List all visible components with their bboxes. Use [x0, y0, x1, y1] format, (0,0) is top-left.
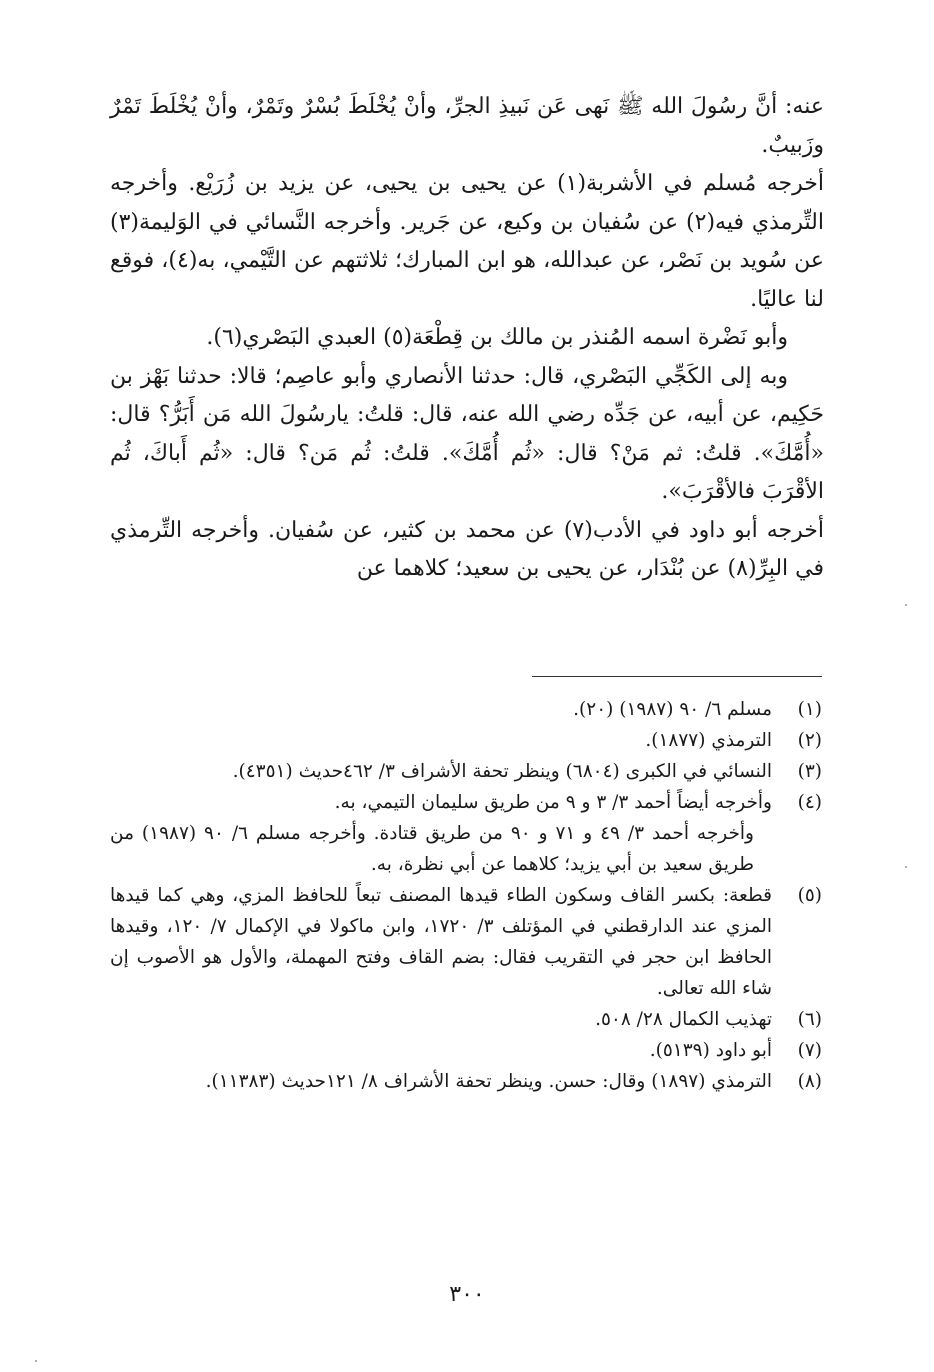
footnote-number: (٨) [797, 1071, 822, 1092]
paragraph: عنه: أنَّ رسُولَ الله ﷺ نَهى عَن نَبيذِ الجرِّ، وأنْ يُخْلَطَ بُسْرٌ وتَمْرٌ، وأنْ يُخْلَطَ تَمْرٌ وزَبيبٌ. [110, 94, 824, 158]
footnotes [110, 694, 822, 1097]
footnote-number: (٤) [797, 792, 822, 813]
paragraph: وأبو نَضْرة اسمه المُنذر بن مالك بن قِطْعَة(٥) العبدي البَصْري(٦). [206, 325, 788, 350]
footnote [110, 1066, 822, 1097]
scan-speck [905, 604, 907, 606]
footnote-text: وأخرجه أحمد ٣/ ٤٩ و ٧١ و ٩٠ من طريق قتادة. وأخرجه مسلم ٦/ ٩٠ (١٩٨٧) من طريق سعيد بن أبي يزيد؛ كلاهما عن أبي نظرة، به. [110, 823, 754, 875]
footnote-divider [532, 676, 822, 677]
footnote-text: تهذيب الكمال ٢٨/ ٥٠٨. [595, 1009, 772, 1030]
footnote-number: (٦) [797, 1009, 822, 1030]
footnote-text: الترمذي (١٨٧٧). [645, 730, 772, 751]
footnote-continuation [110, 818, 822, 880]
main-text [110, 88, 824, 589]
paragraph: أخرجه مُسلم في الأشربة(١) عن يحيى بن يحيى، عن يزيد بن زُرَيْع. وأخرجه التِّرمذي فيه(٢) عن سُفيان بن وكيع، عن جَرير. وأخرجه النَّسائي في الوَليمة(٣) عن سُويد بن نَصْر، عن عبدالله، هو ابن المبارك؛ ثلاثتهم عن التَّيْمي، به(٤)، فوقع لنا عاليًا. [110, 171, 824, 312]
footnote-text: مسلم ٦/ ٩٠ (١٩٨٧) (٢٠). [573, 699, 772, 720]
footnote [110, 725, 822, 756]
footnote [110, 880, 822, 1004]
page-number: ٣٠٠ [449, 1282, 485, 1307]
paragraph: وبه إلى الكَجِّي البَصْري، قال: حدثنا الأنصاري وأبو عاصِم؛ قالا: حدثنا بَهْز بن حَكِيم، عن أبيه، عن جَدِّه رضي الله عنه، قال: قلتُ: يارسُولَ الله مَن أَبَرُّ؟ قال: «أُمَّكَ». قلتُ: ثم مَنْ؟ قال: «ثُم أُمَّكَ». قلتُ: ثُم مَن؟ قال: «ثُم أَباكَ، ثُم الأقْرَبَ فالأقْرَبَ». [110, 363, 824, 504]
footnote-text: وأخرجه أيضاً أحمد ٣/ ٣ و ٩ من طريق سليمان التيمي، به. [334, 792, 772, 813]
footnote-text: الترمذي (١٨٩٧) وقال: حسن. وينظر تحفة الأشراف ٨/ ١٢١حديث (١١٣٨٣). [205, 1071, 772, 1092]
scan-speck [905, 866, 907, 868]
scan-speck [35, 1360, 37, 1362]
footnote-number: (٥) [797, 885, 822, 906]
footnote [110, 787, 822, 818]
footnote-number: (١) [797, 699, 822, 720]
footnote [110, 694, 822, 725]
footnote [110, 756, 822, 787]
footnote-number: (٣) [797, 761, 822, 782]
footnote-text: أبو داود (٥١٣٩). [649, 1040, 772, 1061]
paragraph: أخرجه أبو داود في الأدب(٧) عن محمد بن كثير، عن سُفيان. وأخرجه التِّرمذي في البِرِّ(٨) عن بُنْدَار، عن يحيى بن سعيد؛ كلاهما عن [110, 517, 824, 581]
footnote [110, 1004, 822, 1035]
footnote-text: قطعة: بكسر القاف وسكون الطاء قيدها المصنف تبعاً للحافظ المزي، وهي كما قيدها المزي عند الدارقطني في المؤتلف ٣/ ١٧٢٠، وابن ماكولا في الإكمال ٧/ ١٢٠، وقيدها الحافظ ابن حجر في التقريب فقال: بضم القاف وفتح المهملة، والأول هو الأصوب إن شاء الله تعالى. [110, 885, 772, 999]
footnote [110, 1035, 822, 1066]
footnote-text: النسائي في الكبرى (٦٨٠٤) وينظر تحفة الأشراف ٣/ ٤٦٢حديث (٤٣٥١). [232, 761, 772, 782]
footnote-number: (٢) [797, 730, 822, 751]
footnote-number: (٧) [797, 1040, 822, 1061]
